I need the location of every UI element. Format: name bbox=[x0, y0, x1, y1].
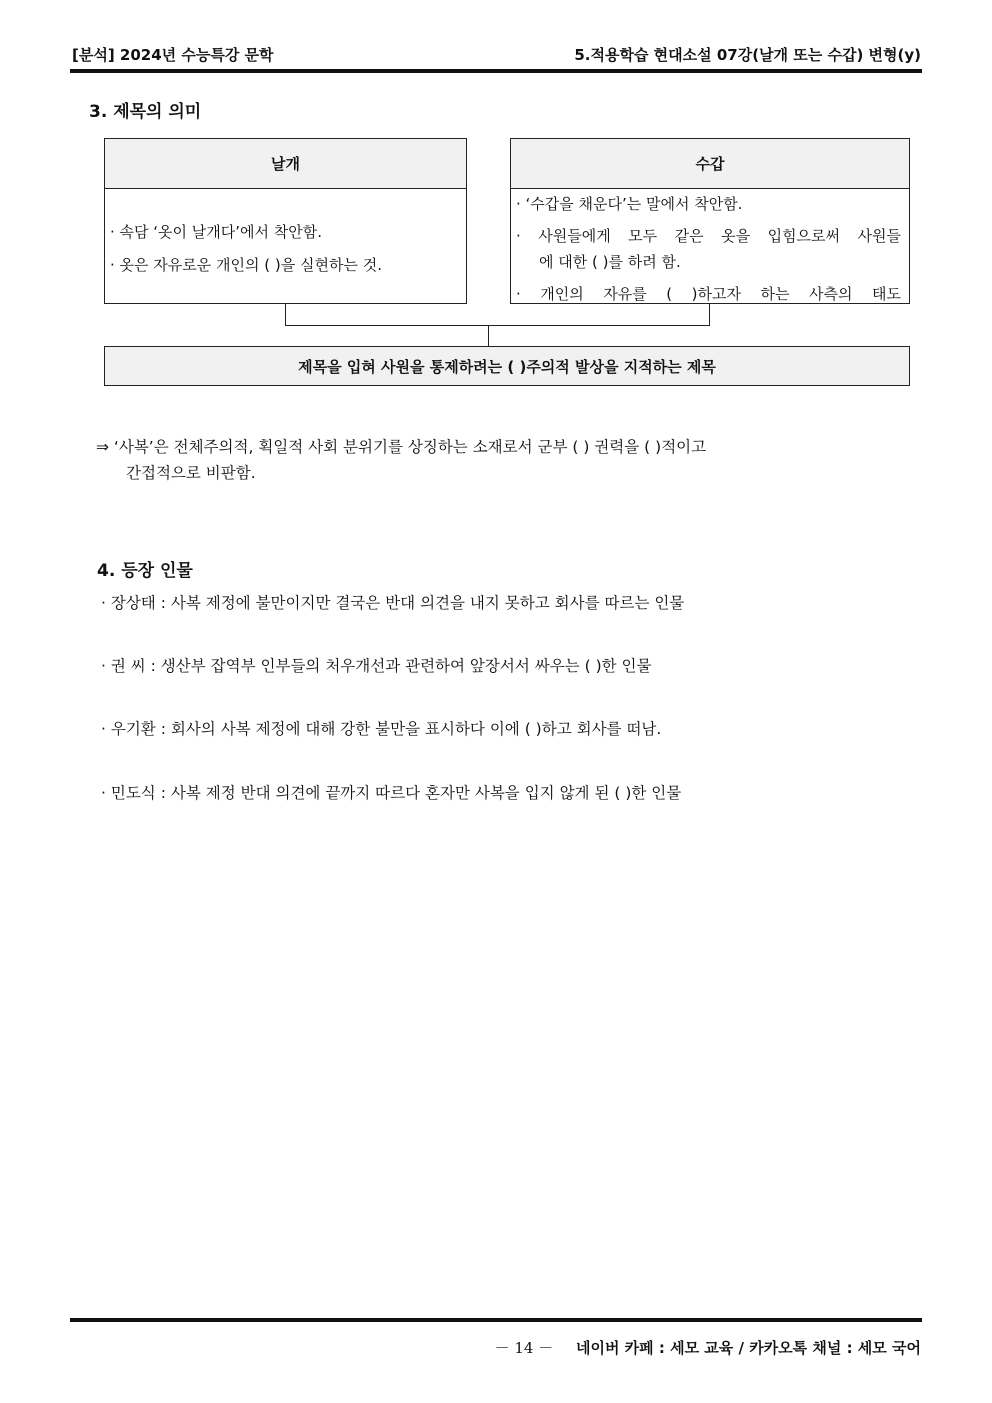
section-4-title: 4. 등장 인물 bbox=[97, 561, 193, 581]
conclusion-line-1: ⇒ ‘사복’은 전체주의적, 획일적 사회 분위기를 상징하는 소재로서 군부 ( ) 권력을 ( )적이고 bbox=[96, 438, 707, 456]
connector-right bbox=[709, 304, 710, 326]
section-3-title: 3. 제목의 의미 bbox=[89, 102, 202, 122]
handcuffs-line-3: 에 대한 ( )를 하려 함. bbox=[539, 253, 681, 271]
page-footer bbox=[495, 1337, 921, 1358]
handcuffs-line-4: · 개인의 자유를 ( )하고자 하는 사측의 태도 bbox=[516, 285, 901, 303]
header-lesson: 5.적용학습 현대소설 07강(날개 또는 수갑) 변형(y) bbox=[574, 46, 921, 64]
header-title: [분석] 2024년 수능특강 문학 bbox=[72, 46, 274, 64]
character-item: · 민도식 : 사복 제정 반대 의견에 끝까지 따르다 혼자만 사복을 입지 않게 된 ( )한 인물 bbox=[101, 784, 682, 802]
footer-contact: 네이버 카페 : 세모 교육 / 카카오톡 채널 : 세모 국어 bbox=[575, 1339, 921, 1357]
connector-left bbox=[285, 304, 286, 326]
title-meaning-box: 제목을 입혀 사원을 통제하려는 ( )주의적 발상을 지적하는 제목 bbox=[104, 346, 910, 386]
handcuffs-line-2: · 사원들에게 모두 같은 옷을 입힘으로써 사원들 bbox=[516, 227, 901, 245]
footer-rule bbox=[70, 1318, 922, 1322]
character-item: · 권 씨 : 생산부 잡역부 인부들의 처우개선과 관련하여 앞장서서 싸우는 ( )한 인물 bbox=[101, 657, 652, 675]
page-number: － 14 － bbox=[494, 1339, 554, 1357]
wings-box bbox=[104, 138, 467, 304]
handcuffs-box bbox=[510, 138, 910, 304]
wings-box-title: 날개 bbox=[105, 139, 466, 189]
header-rule bbox=[70, 69, 922, 73]
connector-center bbox=[488, 325, 489, 346]
handcuffs-line-1: · ‘수갑을 채운다’는 말에서 착안함. bbox=[516, 195, 743, 213]
conclusion-line-2: 간접적으로 비판함. bbox=[126, 464, 256, 482]
handcuffs-box-title: 수갑 bbox=[511, 139, 909, 189]
wings-line-1: · 속담 ‘옷이 날개다’에서 착안함. bbox=[110, 223, 323, 241]
wings-line-2: · 옷은 자유로운 개인의 ( )을 실현하는 것. bbox=[110, 256, 382, 274]
character-item: · 장상태 : 사복 제정에 불만이지만 결국은 반대 의견을 내지 못하고 회사를 따르는 인물 bbox=[101, 594, 685, 612]
character-item: · 우기환 : 회사의 사복 제정에 대해 강한 불만을 표시하다 이에 ( )하고 회사를 떠남. bbox=[101, 720, 662, 738]
connector-horizontal bbox=[285, 325, 710, 326]
